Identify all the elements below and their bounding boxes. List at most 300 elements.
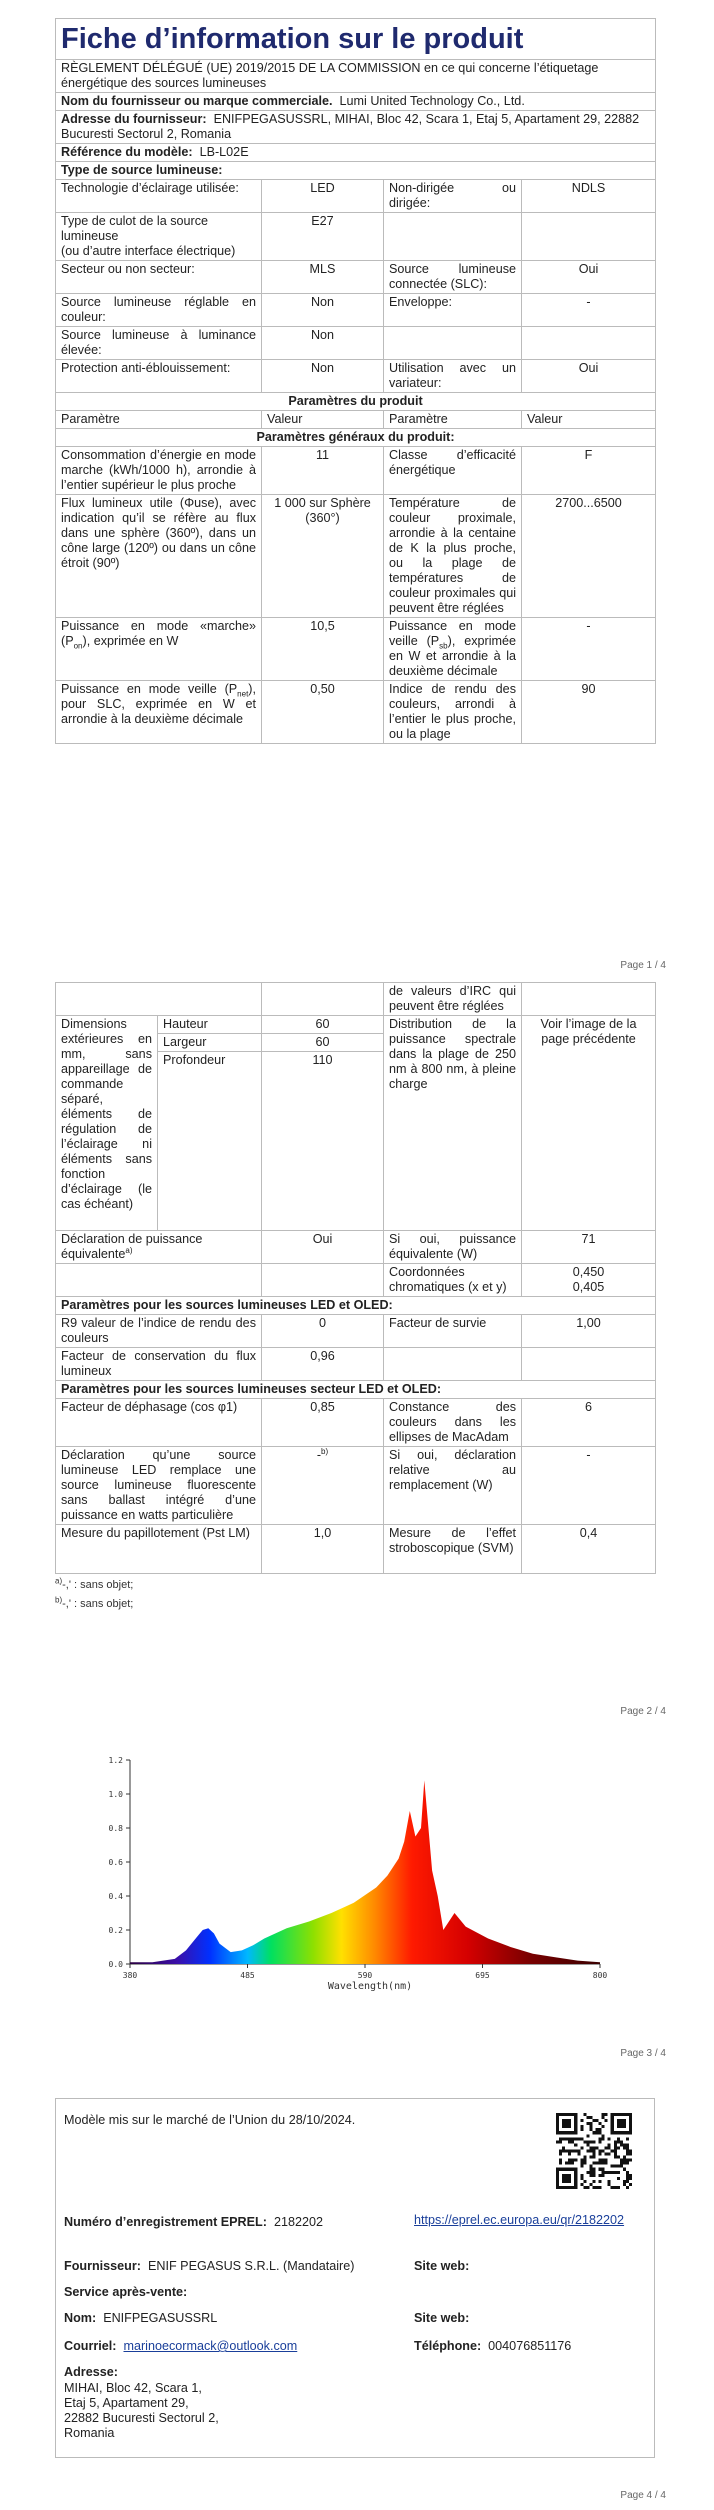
product-info-table-p2 xyxy=(55,982,656,1574)
qr-module xyxy=(614,2143,617,2146)
row-value: MLS xyxy=(262,261,384,294)
pnet-label-text: Puissance en mode veille (P xyxy=(61,682,238,696)
chroma-label: Coordonnées chromatiques (x et y) xyxy=(384,1264,522,1297)
depth-value: 110 xyxy=(262,1052,384,1231)
qr-module xyxy=(568,2140,571,2143)
x-tick-label: 590 xyxy=(357,1971,373,1980)
footnote-a-marker: a) xyxy=(55,1576,63,1586)
qr-module xyxy=(589,2168,592,2171)
row-label: Source lumineuse connectée (SLC): xyxy=(384,261,522,294)
qr-module xyxy=(586,2122,589,2125)
footnote-b-marker: b) xyxy=(55,1595,63,1605)
y-tick-label: 0.8 xyxy=(108,1824,123,1833)
blank-cell xyxy=(384,1348,522,1381)
qr-module xyxy=(559,2153,562,2156)
qr-module xyxy=(617,2171,620,2174)
qr-module xyxy=(599,2180,602,2183)
address-line: Romania xyxy=(64,2426,115,2440)
qr-module xyxy=(580,2137,583,2140)
row-label: Enveloppe: xyxy=(384,294,522,327)
x-tick-label: 800 xyxy=(592,1971,608,1980)
supplier-address-value: ENIFPEGASUSSRL, MIHAI, Bloc 42, Scara 1, Etaj 5, Apartament 29, 22882 Bucuresti Sectorul 2, Romania xyxy=(61,112,640,141)
pon-value: 10,5 xyxy=(262,618,384,681)
table-row xyxy=(56,495,656,618)
qr-module xyxy=(617,2186,620,2189)
survival-value: 1,00 xyxy=(522,1315,656,1348)
mains-params-heading: Paramètres pour les sources lumineuses secteur LED et OLED: xyxy=(56,1381,656,1399)
qr-module xyxy=(586,2149,589,2152)
qr-module xyxy=(574,2113,577,2134)
qr-module xyxy=(614,2140,617,2143)
qr-module xyxy=(589,2125,592,2128)
consumption-label: Consommation d’énergie en mode marche (kWh/1000 h), arrondie à l’entier supérieur le plus proche xyxy=(56,447,262,495)
qr-module xyxy=(626,2171,629,2174)
qr-code-icon xyxy=(556,2113,632,2189)
qr-module xyxy=(583,2180,586,2183)
supplier-row xyxy=(64,2259,354,2274)
qr-module xyxy=(580,2125,583,2128)
qr-module xyxy=(626,2146,629,2149)
supplier-name-label: Nom du fournisseur ou marque commerciale. xyxy=(61,94,333,108)
chroma-x: 0,450 xyxy=(572,1265,605,1279)
qr-module xyxy=(592,2119,595,2122)
cri-label: Indice de rendu des couleurs, arrondi à l’entier le plus proche, ou la plage xyxy=(384,681,522,744)
qr-module xyxy=(580,2159,583,2162)
equiv-power-value: 71 xyxy=(522,1231,656,1264)
table-row xyxy=(56,681,656,744)
supplier-address-label: Adresse du fournisseur: xyxy=(61,112,207,126)
qr-module xyxy=(617,2140,620,2143)
table-row xyxy=(56,618,656,681)
email-link[interactable]: marinoecormack@outlook.com xyxy=(123,2339,298,2353)
svm-label: Mesure de l’effet stroboscopique (SVM) xyxy=(384,1525,522,1574)
table-row xyxy=(56,1447,656,1525)
height-label: Hauteur xyxy=(158,1016,262,1034)
x-tick-label: 380 xyxy=(122,1971,138,1980)
table-row xyxy=(56,1399,656,1447)
flicker-value: 1,0 xyxy=(262,1525,384,1574)
table-row xyxy=(56,360,656,393)
spd-label: Distribution de la puissance spectrale dans la plage de 250 nm à 800 nm, à pleine charge xyxy=(384,1016,522,1231)
qr-module xyxy=(608,2180,611,2183)
blank-cell xyxy=(522,1348,656,1381)
qr-module xyxy=(562,2119,571,2128)
row-label: Technologie d’éclairage utilisée: xyxy=(56,180,262,213)
qr-module xyxy=(626,2149,629,2152)
qr-module xyxy=(589,2183,592,2186)
address-block xyxy=(64,2381,219,2441)
qr-module xyxy=(599,2174,602,2177)
macadam-value: 6 xyxy=(522,1399,656,1447)
blank-cell xyxy=(522,983,656,1016)
email-row xyxy=(64,2339,297,2354)
qr-module xyxy=(589,2146,592,2149)
qr-module xyxy=(608,2143,611,2146)
qr-module xyxy=(562,2146,565,2149)
qr-module xyxy=(568,2162,571,2165)
qr-module xyxy=(617,2146,620,2149)
source-type-heading: Type de source lumineuse: xyxy=(56,162,656,180)
qr-module xyxy=(599,2186,602,2189)
qr-module xyxy=(626,2177,629,2180)
svm-value: 0,4 xyxy=(522,1525,656,1574)
qr-module xyxy=(605,2119,608,2122)
pon-sub: on xyxy=(73,641,83,651)
cri-value: 90 xyxy=(522,681,656,744)
qr-module xyxy=(623,2146,626,2149)
model-label: Référence du modèle: xyxy=(61,145,193,159)
qr-module xyxy=(623,2143,626,2146)
qr-module xyxy=(556,2113,559,2134)
qr-module xyxy=(596,2146,599,2149)
qr-module xyxy=(583,2162,586,2165)
table-row xyxy=(56,261,656,294)
eprel-row xyxy=(64,2215,323,2230)
pon-label xyxy=(56,618,262,681)
qr-module xyxy=(602,2113,605,2116)
row-value: LED xyxy=(262,180,384,213)
table-row xyxy=(56,213,656,261)
row-value: Oui xyxy=(522,261,656,294)
contact-name-label: Nom: xyxy=(64,2311,97,2325)
supplier-name-row xyxy=(56,93,656,111)
qr-module xyxy=(583,2186,586,2189)
qr-module xyxy=(614,2156,617,2159)
qr-module xyxy=(577,2149,580,2152)
table-row xyxy=(56,1264,656,1297)
qr-module xyxy=(602,2116,605,2119)
website-label: Site web: xyxy=(414,2259,470,2273)
qr-module xyxy=(574,2137,577,2140)
qr-module xyxy=(556,2113,577,2116)
qr-module xyxy=(571,2162,574,2165)
page-number: Page 3 / 4 xyxy=(620,2048,666,2059)
qr-module xyxy=(596,2119,599,2122)
qr-module xyxy=(602,2149,605,2152)
equiv-label-text: Déclaration de puissance équivalente xyxy=(61,1232,203,1261)
qr-module xyxy=(608,2137,611,2140)
qr-module xyxy=(617,2119,626,2128)
email-label: Courriel: xyxy=(64,2339,117,2353)
qr-module xyxy=(614,2165,617,2168)
qr-module xyxy=(620,2140,623,2143)
table-row xyxy=(56,1016,656,1034)
qr-module xyxy=(577,2137,580,2140)
qr-module xyxy=(620,2165,623,2168)
width-value: 60 xyxy=(262,1034,384,1052)
row-value: NDLS xyxy=(522,180,656,213)
psb-sub: sb xyxy=(439,641,448,651)
qr-module xyxy=(611,2113,614,2134)
qr-module xyxy=(596,2186,599,2189)
row-label: Utilisation avec un variateur: xyxy=(384,360,522,393)
qr-module xyxy=(605,2159,608,2162)
qr-module xyxy=(602,2162,605,2165)
qr-module xyxy=(629,2183,632,2186)
qr-module xyxy=(608,2171,611,2174)
equiv-power-label: Si oui, puissance équivalente (W) xyxy=(384,1231,522,1264)
market-date: Modèle mis sur le marché de l’Union du 28/10/2024. xyxy=(64,2113,356,2127)
y-tick-label: 0.0 xyxy=(108,1960,123,1969)
phase-label: Facteur de déphasage (cos φ1) xyxy=(56,1399,262,1447)
qr-module xyxy=(608,2146,611,2149)
flicker-label: Mesure du papillotement (Pst LM) xyxy=(56,1525,262,1574)
qr-module xyxy=(580,2177,583,2180)
qr-module xyxy=(556,2131,577,2134)
qr-module xyxy=(596,2128,599,2131)
qr-module xyxy=(568,2149,571,2152)
qr-module xyxy=(589,2165,592,2168)
footnote-a-mark: a) xyxy=(125,1245,133,1255)
footnote-a xyxy=(55,1578,655,1593)
footnote-b-mark: b) xyxy=(321,1446,329,1456)
qr-module xyxy=(629,2174,632,2177)
row-label xyxy=(384,327,522,360)
chroma-y: 0,405 xyxy=(572,1280,605,1294)
qr-module xyxy=(599,2122,602,2125)
qr-module xyxy=(577,2153,580,2156)
website2-label: Site web: xyxy=(414,2311,470,2325)
qr-module xyxy=(602,2159,605,2162)
qr-module xyxy=(602,2168,605,2171)
footnote-a-text: -,' : sans objet; xyxy=(62,1579,134,1591)
footnote-b-text: -,' : sans objet; xyxy=(62,1598,134,1610)
blank-cell xyxy=(56,983,262,1016)
qr-module xyxy=(562,2149,565,2152)
qr-module xyxy=(599,2131,602,2134)
qr-module xyxy=(599,2149,602,2152)
col-header-param: Paramètre xyxy=(384,411,522,429)
phone-value: 004076851176 xyxy=(488,2339,572,2353)
qr-module xyxy=(614,2153,617,2156)
table-row xyxy=(56,1315,656,1348)
psb-label-text: ), exprimée en W et arrondie à la deuxième décimale xyxy=(389,634,516,678)
qr-module xyxy=(586,2171,589,2174)
eprel-box xyxy=(55,2098,655,2458)
col-header-param: Paramètre xyxy=(56,411,262,429)
qr-module xyxy=(568,2137,571,2140)
address-line: 22882 Bucuresti Sectorul 2, xyxy=(64,2411,219,2425)
row-label: Protection anti-éblouissement: xyxy=(56,360,262,393)
phone-row xyxy=(414,2339,571,2354)
r9-value: 0 xyxy=(262,1315,384,1348)
y-tick-label: 1.2 xyxy=(108,1756,123,1765)
qr-module xyxy=(589,2140,592,2143)
qr-module xyxy=(556,2186,577,2189)
qr-module xyxy=(629,2149,632,2152)
qr-module xyxy=(583,2159,586,2162)
qr-module xyxy=(589,2174,592,2177)
qr-module xyxy=(617,2137,620,2140)
qr-module xyxy=(599,2153,602,2156)
qr-module xyxy=(599,2128,602,2131)
maint-value: 0,96 xyxy=(262,1348,384,1381)
maint-label: Facteur de conservation du flux lumineux xyxy=(56,1348,262,1381)
blank-cell xyxy=(262,1264,384,1297)
qr-module xyxy=(562,2174,571,2183)
row-value xyxy=(522,213,656,261)
qr-module xyxy=(605,2162,608,2165)
qr-module xyxy=(562,2137,565,2140)
survival-label: Facteur de survie xyxy=(384,1315,522,1348)
qr-module xyxy=(571,2137,574,2140)
qr-module xyxy=(620,2143,623,2146)
qr-module xyxy=(611,2131,632,2134)
replace-power-label: Si oui, déclaration relative au remplacement (W) xyxy=(384,1447,522,1525)
qr-module xyxy=(611,2171,614,2174)
qr-module xyxy=(592,2149,595,2152)
qr-module xyxy=(574,2149,577,2152)
height-value: 60 xyxy=(262,1016,384,1034)
table-row xyxy=(56,1348,656,1381)
blank-cell xyxy=(56,1264,262,1297)
qr-module xyxy=(574,2143,577,2146)
address-label: Adresse: xyxy=(64,2365,118,2379)
macadam-label: Constance des couleurs dans les ellipses de MacAdam xyxy=(384,1399,522,1447)
psb-value: - xyxy=(522,618,656,681)
qr-module xyxy=(626,2180,629,2183)
qr-module xyxy=(580,2128,583,2131)
psb-label xyxy=(384,618,522,681)
cct-value: 2700...6500 xyxy=(522,495,656,618)
qr-module xyxy=(580,2165,583,2168)
qr-module xyxy=(559,2149,562,2152)
pnet-label xyxy=(56,681,262,744)
qr-module xyxy=(623,2180,626,2183)
qr-module xyxy=(565,2149,568,2152)
table-row xyxy=(56,294,656,327)
qr-module xyxy=(574,2159,577,2162)
eprel-label: Numéro d’enregistrement EPREL: xyxy=(64,2215,267,2229)
qr-module xyxy=(614,2146,617,2149)
address-line: Etaj 5, Apartament 29, xyxy=(64,2396,189,2410)
qr-module xyxy=(580,2119,583,2122)
table-row xyxy=(56,1525,656,1574)
qr-module xyxy=(614,2171,617,2174)
contact-name-value: ENIFPEGASUSSRL xyxy=(103,2311,218,2325)
row-label: Source lumineuse réglable en couleur: xyxy=(56,294,262,327)
efficiency-value: F xyxy=(522,447,656,495)
qr-module xyxy=(608,2153,611,2156)
equiv-value: Oui xyxy=(262,1231,384,1264)
qr-code-graphic xyxy=(556,2113,632,2189)
flux-label: Flux lumineux utile (Φuse), avec indication qu’il se réfère au flux dans une sphère (360º), dans un cône large (120º) ou dans un cône étroit (90º) xyxy=(56,495,262,618)
qr-module xyxy=(605,2171,608,2174)
qr-module xyxy=(565,2137,568,2140)
qr-module xyxy=(586,2116,589,2119)
qr-module xyxy=(592,2156,595,2159)
eprel-value: 2182202 xyxy=(273,2215,323,2229)
qr-module xyxy=(629,2177,632,2180)
phone-label: Téléphone: xyxy=(414,2339,482,2353)
row-value: E27 xyxy=(262,213,384,261)
qr-module xyxy=(592,2168,595,2171)
row-label: Source lumineuse à luminance élevée: xyxy=(56,327,262,360)
spectrum-area xyxy=(130,1780,600,1964)
qr-module xyxy=(611,2149,614,2152)
qr-module xyxy=(626,2143,629,2146)
row-value: - xyxy=(522,294,656,327)
qr-module xyxy=(565,2162,568,2165)
table-row xyxy=(56,180,656,213)
qr-module xyxy=(592,2186,595,2189)
qr-module xyxy=(617,2165,620,2168)
width-label: Largeur xyxy=(158,1034,262,1052)
r9-label: R9 valeur de l’indice de rendu des couleurs xyxy=(56,1315,262,1348)
supplier-name-value: Lumi United Technology Co., Ltd. xyxy=(339,94,525,108)
dims-label: Dimensions extérieures en mm, sans appareillage de commande séparé, éléments de régulation de l’éclairage ni éléments sans fonction d’éclairage (le cas échéant) xyxy=(56,1016,158,1231)
qr-module xyxy=(623,2156,626,2159)
replace-value xyxy=(262,1447,384,1525)
qr-module xyxy=(623,2183,626,2186)
supplier-label: Fournisseur: xyxy=(64,2259,141,2273)
qr-module xyxy=(602,2125,605,2128)
qr-module xyxy=(583,2140,586,2143)
qr-module xyxy=(611,2165,614,2168)
qr-module xyxy=(583,2156,586,2159)
eprel-link[interactable]: https://eprel.ec.europa.eu/qr/2182202 xyxy=(414,2213,625,2227)
qr-module xyxy=(599,2140,602,2143)
qr-module xyxy=(589,2156,592,2159)
row-label: Type de culot de la source lumineuse (ou d’autre interface électrique) xyxy=(56,213,262,261)
qr-module xyxy=(614,2186,617,2189)
y-tick-label: 0.2 xyxy=(108,1926,123,1935)
qr-module xyxy=(559,2140,562,2143)
flux-value: 1 000 sur Sphère (360°) xyxy=(262,495,384,618)
regulation-text: RÈGLEMENT DÉLÉGUÉ (UE) 2019/2015 DE LA COMMISSION en ce qui concerne l’étiquetage énergétique des sources lumineuses xyxy=(56,60,656,93)
row-value: Non xyxy=(262,327,384,360)
qr-module xyxy=(599,2159,602,2162)
qr-module xyxy=(580,2162,583,2165)
x-tick-label: 695 xyxy=(475,1971,490,1980)
qr-module xyxy=(599,2168,602,2171)
qr-module xyxy=(559,2162,562,2165)
footnote-b xyxy=(55,1597,655,1612)
qr-module xyxy=(592,2140,595,2143)
col-header-value: Valeur xyxy=(262,411,384,429)
qr-module xyxy=(626,2162,629,2165)
page-number: Page 1 / 4 xyxy=(620,960,666,971)
qr-module xyxy=(592,2131,595,2134)
qr-module xyxy=(596,2162,599,2165)
x-tick-label: 485 xyxy=(240,1971,255,1980)
qr-module xyxy=(556,2140,559,2143)
equiv-label xyxy=(56,1231,262,1264)
qr-module xyxy=(617,2156,620,2159)
qr-module xyxy=(589,2116,592,2119)
replace-label: Déclaration qu’une source lumineuse LED remplace une source lumineuse fluorescente sans ballast intégré d’une puissance en watts particulière xyxy=(56,1447,262,1525)
qr-module xyxy=(586,2134,589,2137)
qr-module xyxy=(620,2159,623,2162)
params-heading: Paramètres du produit xyxy=(56,393,656,411)
qr-module xyxy=(592,2171,595,2174)
replace-power-value: - xyxy=(522,1447,656,1525)
y-tick-label: 1.0 xyxy=(108,1790,123,1799)
qr-module xyxy=(626,2186,629,2189)
qr-module xyxy=(599,2137,602,2140)
qr-module xyxy=(574,2168,577,2189)
cct-label: Température de couleur proximale, arrondie à la centaine de K la plus proche, ou la plage de températures de couleur proximales qui peuvent être réglées xyxy=(384,495,522,618)
qr-module xyxy=(605,2153,608,2156)
qr-module xyxy=(580,2174,583,2177)
qr-module xyxy=(571,2149,574,2152)
y-tick-label: 0.6 xyxy=(108,1858,123,1867)
qr-module xyxy=(623,2162,626,2165)
replace-value-text: - xyxy=(316,1448,322,1462)
qr-module xyxy=(626,2159,629,2162)
qr-module xyxy=(592,2146,595,2149)
qr-module xyxy=(596,2131,599,2134)
